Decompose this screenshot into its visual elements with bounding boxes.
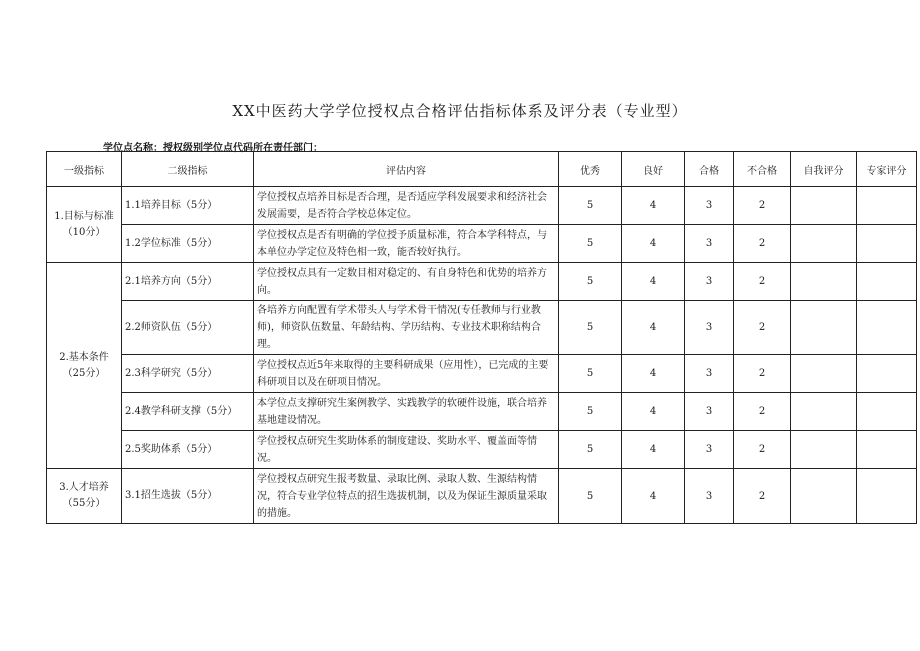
score-pass: 3 bbox=[685, 355, 734, 393]
expert-score-cell[interactable] bbox=[857, 431, 917, 469]
score-pass: 3 bbox=[685, 225, 734, 263]
table-row bbox=[47, 469, 917, 524]
col-header-fail: 不合格 bbox=[734, 152, 791, 187]
score-excellent: 5 bbox=[559, 355, 622, 393]
evaluation-content: 学位授权点培养目标是否合理，是否适应学科发展要求和经济社会发展需要，是否符合学校总体定位。 bbox=[254, 187, 559, 225]
table-row bbox=[47, 393, 917, 431]
col-header-level2: 二级指标 bbox=[122, 152, 254, 187]
level2-indicator: 1.1培养目标（5分） bbox=[122, 187, 254, 225]
level2-indicator: 2.1培养方向（5分） bbox=[122, 263, 254, 301]
table-row bbox=[47, 187, 917, 225]
page-title: XX中医药大学学位授权点合格评估指标体系及评分表（专业型） bbox=[232, 102, 688, 120]
score-pass: 3 bbox=[685, 469, 734, 524]
col-header-self-score: 自我评分 bbox=[791, 152, 857, 187]
table-row bbox=[47, 263, 917, 301]
score-excellent: 5 bbox=[559, 187, 622, 225]
col-header-expert-score: 专家评分 bbox=[857, 152, 917, 187]
expert-score-cell[interactable] bbox=[857, 393, 917, 431]
table-row bbox=[47, 431, 917, 469]
score-good: 4 bbox=[622, 393, 685, 431]
evaluation-table bbox=[46, 151, 917, 524]
self-score-cell[interactable] bbox=[791, 225, 857, 263]
evaluation-content: 学位授权点是否有明确的学位授予质量标准，符合本学科特点，与本单位办学定位及特色相一致，能否较好执行。 bbox=[254, 225, 559, 263]
score-good: 4 bbox=[622, 469, 685, 524]
score-fail: 2 bbox=[734, 263, 791, 301]
level2-indicator: 3.1招生选拔（5分） bbox=[122, 469, 254, 524]
table-row bbox=[47, 301, 917, 355]
level2-indicator: 2.5奖助体系（5分） bbox=[122, 431, 254, 469]
score-fail: 2 bbox=[734, 469, 791, 524]
col-header-good: 良好 bbox=[622, 152, 685, 187]
score-excellent: 5 bbox=[559, 393, 622, 431]
level2-indicator: 2.4教学科研支撑（5分） bbox=[122, 393, 254, 431]
score-fail: 2 bbox=[734, 187, 791, 225]
evaluation-content: 学位授权点研究生报考数量、录取比例、录取人数、生源结构情况，符合专业学位特点的招生选拔机制，以及为保证生源质量采取的措施。 bbox=[254, 469, 559, 524]
expert-score-cell[interactable] bbox=[857, 187, 917, 225]
score-good: 4 bbox=[622, 431, 685, 469]
score-pass: 3 bbox=[685, 393, 734, 431]
col-header-excellent: 优秀 bbox=[559, 152, 622, 187]
level1-indicator: 2.基本条件（25分） bbox=[47, 263, 122, 469]
score-fail: 2 bbox=[734, 393, 791, 431]
self-score-cell[interactable] bbox=[791, 263, 857, 301]
score-good: 4 bbox=[622, 355, 685, 393]
level2-indicator: 2.2师资队伍（5分） bbox=[122, 301, 254, 355]
expert-score-cell[interactable] bbox=[857, 355, 917, 393]
col-header-pass: 合格 bbox=[685, 152, 734, 187]
score-pass: 3 bbox=[685, 301, 734, 355]
evaluation-content: 学位授权点具有一定数目相对稳定的、有自身特色和优势的培养方向。 bbox=[254, 263, 559, 301]
expert-score-cell[interactable] bbox=[857, 469, 917, 524]
table-row bbox=[47, 225, 917, 263]
evaluation-content: 本学位点支撑研究生案例教学、实践教学的软硬件设施，联合培养基地建设情况。 bbox=[254, 393, 559, 431]
self-score-cell[interactable] bbox=[791, 431, 857, 469]
score-pass: 3 bbox=[685, 187, 734, 225]
level2-indicator: 2.3科学研究（5分） bbox=[122, 355, 254, 393]
header-row bbox=[47, 152, 917, 187]
self-score-cell[interactable] bbox=[791, 469, 857, 524]
score-fail: 2 bbox=[734, 431, 791, 469]
level1-indicator: 3.人才培养（55分） bbox=[47, 469, 122, 524]
col-header-content: 评估内容 bbox=[254, 152, 559, 187]
score-excellent: 5 bbox=[559, 469, 622, 524]
score-excellent: 5 bbox=[559, 301, 622, 355]
score-excellent: 5 bbox=[559, 263, 622, 301]
score-fail: 2 bbox=[734, 225, 791, 263]
score-excellent: 5 bbox=[559, 225, 622, 263]
table-row bbox=[47, 355, 917, 393]
self-score-cell[interactable] bbox=[791, 301, 857, 355]
expert-score-cell[interactable] bbox=[857, 263, 917, 301]
evaluation-content: 学位授权点研究生奖助体系的制度建设、奖助水平、覆盖面等情况。 bbox=[254, 431, 559, 469]
level2-indicator: 1.2学位标准（5分） bbox=[122, 225, 254, 263]
evaluation-content: 各培养方向配置有学术带头人与学术骨干情况(专任教师与行业教师)，师资队伍数量、年龄结构、学历结构、专业技术职称结构合理。 bbox=[254, 301, 559, 355]
score-fail: 2 bbox=[734, 355, 791, 393]
col-header-level1: 一级指标 bbox=[47, 152, 122, 187]
self-score-cell[interactable] bbox=[791, 393, 857, 431]
evaluation-content: 学位授权点近5年来取得的主要科研成果（应用性），已完成的主要科研项目以及在研项目情况。 bbox=[254, 355, 559, 393]
score-excellent: 5 bbox=[559, 431, 622, 469]
score-good: 4 bbox=[622, 225, 685, 263]
degree-info-line: 学位点名称：授权级别学位点代码所在责任部门： bbox=[103, 143, 323, 154]
expert-score-cell[interactable] bbox=[857, 225, 917, 263]
score-fail: 2 bbox=[734, 301, 791, 355]
self-score-cell[interactable] bbox=[791, 187, 857, 225]
score-pass: 3 bbox=[685, 263, 734, 301]
score-pass: 3 bbox=[685, 431, 734, 469]
expert-score-cell[interactable] bbox=[857, 301, 917, 355]
score-good: 4 bbox=[622, 187, 685, 225]
self-score-cell[interactable] bbox=[791, 355, 857, 393]
level1-indicator: 1.目标与标准（10分） bbox=[47, 187, 122, 263]
score-good: 4 bbox=[622, 301, 685, 355]
score-good: 4 bbox=[622, 263, 685, 301]
